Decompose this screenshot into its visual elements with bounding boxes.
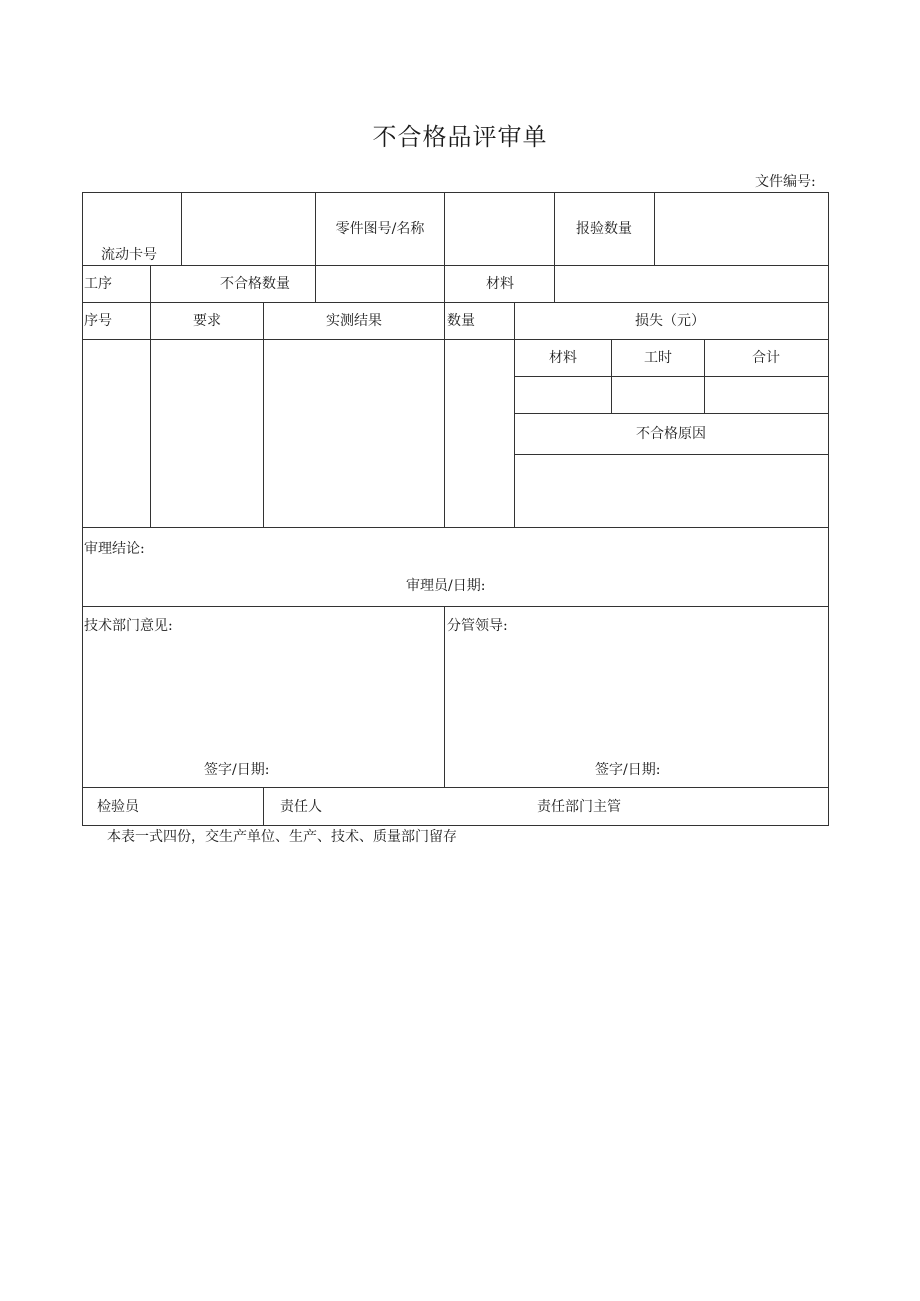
inspector-label: 检验员 <box>97 799 139 815</box>
grid-line <box>514 376 829 377</box>
grid-line <box>554 192 555 302</box>
seq-no-header: 序号 <box>84 313 112 329</box>
grid-line <box>611 339 612 413</box>
leader-label: 分管领导: <box>447 618 508 634</box>
grid-line <box>150 302 151 527</box>
review-conclusion-label: 审理结论: <box>84 541 145 557</box>
nonconforming-qty-label: 不合格数量 <box>220 276 290 292</box>
loss-material-header: 材料 <box>549 350 577 366</box>
grid-line <box>82 606 829 607</box>
part-drawing-name-label: 零件图号/名称 <box>335 221 425 237</box>
grid-line <box>444 606 445 787</box>
grid-line <box>82 192 829 193</box>
responsible-person-label: 责任人 <box>280 799 322 815</box>
tech-dept-opinion-label: 技术部门意见: <box>84 618 173 634</box>
loss-header: 损失（元） <box>635 313 705 329</box>
grid-line <box>82 192 83 826</box>
grid-line <box>263 302 264 527</box>
process-label: 工序 <box>84 276 112 292</box>
grid-line <box>150 265 151 302</box>
grid-line <box>514 413 829 414</box>
flow-card-no-label: 流动卡号 <box>101 247 157 263</box>
grid-line <box>444 302 445 527</box>
responsible-dept-head-label: 责任部门主管 <box>537 799 621 815</box>
page-title: 不合格品评审单 <box>372 123 548 151</box>
grid-line <box>82 339 829 340</box>
grid-line <box>82 527 829 528</box>
grid-line <box>315 192 316 302</box>
nonconformity-reason-header: 不合格原因 <box>636 426 706 442</box>
grid-line <box>181 192 182 265</box>
grid-line <box>514 454 829 455</box>
grid-line <box>82 265 829 266</box>
requirement-header: 要求 <box>193 313 221 329</box>
grid-line <box>514 302 515 527</box>
grid-line <box>82 302 829 303</box>
tech-dept-sign-date-label: 签字/日期: <box>204 762 270 778</box>
loss-labor-hours-header: 工时 <box>644 350 672 366</box>
distribution-note: 本表一式四份，交生产单位、生产、技术、质量部门留存 <box>107 829 457 845</box>
grid-line <box>704 339 705 413</box>
leader-sign-date-label: 签字/日期: <box>595 762 661 778</box>
loss-total-header: 合计 <box>752 350 780 366</box>
measured-result-header: 实测结果 <box>326 313 382 329</box>
grid-line <box>82 825 829 826</box>
grid-line <box>263 787 264 825</box>
reviewer-date-label: 审理员/日期: <box>406 578 486 594</box>
grid-line <box>444 192 445 302</box>
doc-number-label: 文件编号: <box>755 174 816 190</box>
material-label: 材料 <box>486 276 514 292</box>
inspection-qty-label: 报验数量 <box>576 221 632 237</box>
grid-line <box>82 787 829 788</box>
grid-line <box>828 192 829 826</box>
quantity-header: 数量 <box>447 313 475 329</box>
grid-line <box>654 192 655 265</box>
